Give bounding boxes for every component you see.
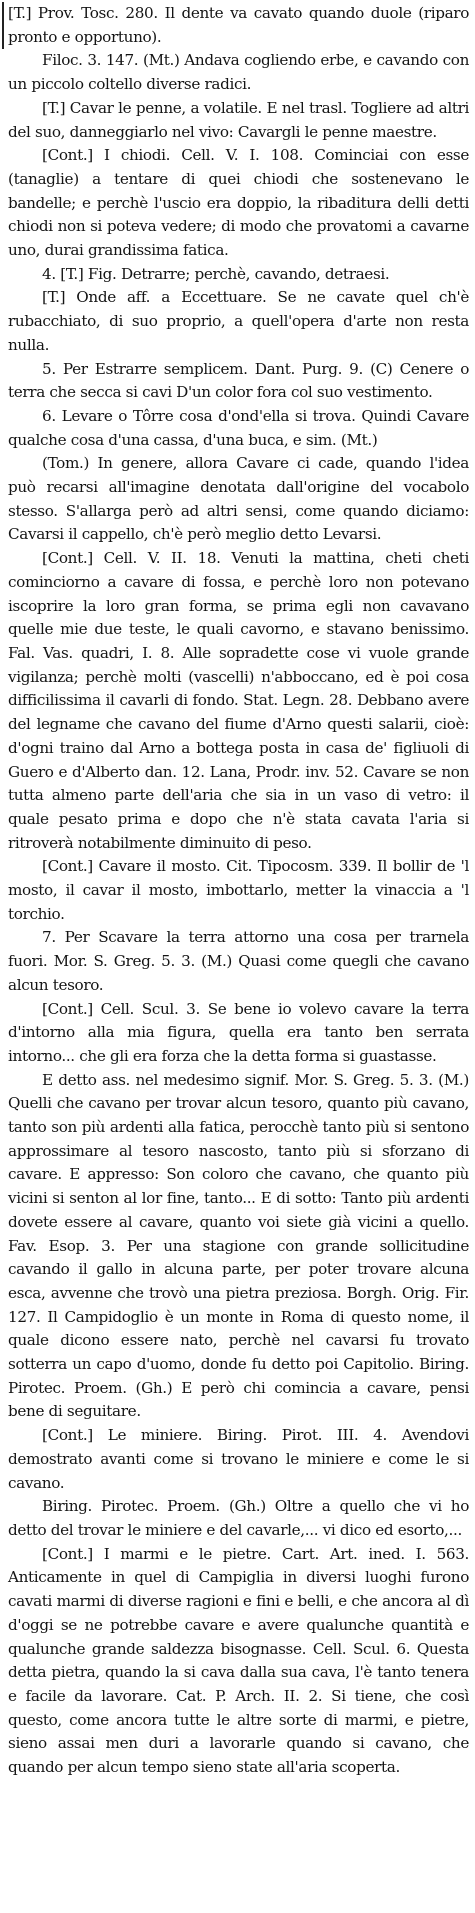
entry-eccettuare: [T.] Onde aff. a Eccettuare. Se ne cavate quel ch'è rubacchiato, di suo proprio, a quell'opera d'arte non resta nulla. — [8, 288, 469, 354]
entry-i-chiodi: [Cont.] I chiodi. Cell. V. I. 108. Cominciai con esse (tanaglie) a tentare di quei chiodi che sostenevano le bandelle; e perchè l'uscio era doppio, la ribaditura delli detti chiodi non si poteva vedere; di modo che provatomi a cavarne uno, durai grandissima fatica. — [8, 146, 469, 260]
sense-6-levare: 6. Levare o Tôrre cosa d'ond'ella si trova. Quindi Cavare qualche cosa d'una cassa, d'una buca, e sim. (Mt.) — [8, 406, 469, 449]
entry-filoc: Filoc. 3. 147. (Mt.) Andava cogliendo erbe, e cavando con un piccolo coltello diverse radici. — [8, 51, 469, 94]
entry-cell-venuti: [Cont.] Cell. V. II. 18. Venuti la mattina, cheti cheti cominciorno a cavare di fossa, e perchè loro non potevano iscoprire la loro gran forma, se prima egli non cavavano quelle mie due teste, le quali cavorno, e stavano benissimo. Fal. Vas. quadri, I. 8. Alle sopradette cose vi vuole grande vigilanza; perchè molti (vascelli) n'abboccano, ed è poi cosa difficilissima il cavarli di fondo. Stat. Legn. 28. Debbano avere del legname che cavano del fiume d'Arno questi salarii, cioè: d'ogni traino dal Arno a bottega posta in casa de' figliuoli di Guero e d'Alberto dan. 12. Lana, Prodr. inv. 52. Cavare se non tutta almeno parte dell'aria che sia in un vaso di vetro: il quale pesato prima e dopo che n'è stata cavata l'aria si ritroverà notabilmente diminuito di peso. — [8, 549, 469, 852]
entry-le-miniere: [Cont.] Le miniere. Biring. Pirot. III. 4. Avendovi demostrato avanti come si trovano le miniere e come le si cavano. — [8, 1426, 469, 1492]
entry-cavare-il-mosto: [Cont.] Cavare il mosto. Cit. Tipocosm. 339. Il bollir de 'l mosto, il cavar il mosto, imbottarlo, metter la vinaccia a 'l torchio. — [8, 857, 469, 923]
sense-4-detrarre: 4. [T.] Fig. Detrarre; perchè, cavando, detraesi. — [42, 264, 390, 283]
entry-tom-in-genere: (Tom.) In genere, allora Cavare ci cade, quando l'idea può recarsi all'imagine denotata dall'origine del vocabolo stesso. S'allarga però ad altri sensi, come quando diciamo: Cavarsi il cappello, ch'è però meglio detto Levarsi. — [8, 454, 469, 544]
entry-detto-ass: E detto ass. nel medesimo signif. Mor. S. Greg. 5. 3. (M.) Quelli che cavano per trovar alcun tesoro, quanto più cavano, tanto son più ardenti alla fatica, perocchè tanto più si sentono approssimare al tesoro nascosto, tanto più si sforzano di cavare. E appresso: Son coloro che cavano, che quanto più vicini si senton al lor fine, tanto... E di sotto: Tanto più ardenti dovete essere al cavare, quanto voi siete già vicini a quello. Fav. Esop. 3. Per una stagione con grande sollicitudine cavando il gallo in alcuna parte, per poter trovare alcuna esca, avvenne che trovò una pietra preziosa. Borgh. Orig. Fir. 127. Il Campidoglio è un monte in Roma di questo nome, il quale dicono essere nato, perchè nel cavarsi fu trovato sotterra un capo d'uomo, donde fu detto poi Capitolio. Biring. Pirotec. Proem. (Gh.) E però chi comincia a cavare, pensi bene di seguitare. — [8, 1070, 469, 1421]
entry-biring-pirotec: Biring. Pirotec. Proem. (Gh.) Oltre a quello che vi ho detto del trovar le miniere e del cavarle,... vi dico ed esorto,... — [8, 1497, 469, 1539]
entry-cell-scul: [Cont.] Cell. Scul. 3. Se bene io volevo cavare la terra d'intorno alla mia figura, quella era tanto ben serrata intorno... che gli era forza che la detta forma si guastasse. — [8, 999, 469, 1065]
sense-5-estrarre: 5. Per Estrarre semplicem. Dant. Purg. 9. (C) Cenere o terra che secca si cavi D'un color fora col suo vestimento. — [8, 359, 469, 402]
entry-prov-tosc: [T.] Prov. Tosc. 280. Il dente va cavato quando duole (riparo pronto e opportuno). — [2, 2, 469, 49]
entry-cavar-le-penne: [T.] Cavar le penne, a volatile. E nel trasl. Togliere ad altri del suo, danneggiarlo nel vivo: Cavargli le penne maestre. — [8, 98, 469, 141]
sense-7-scavare: 7. Per Scavare la terra attorno una cosa per trarnela fuori. Mor. S. Greg. 5. 3. (M.) Quasi come quegli che cavano alcun tesoro. — [8, 928, 469, 994]
entry-i-marmi: [Cont.] I marmi e le pietre. Cart. Art. ined. I. 563. Anticamente in quel di Campiglia in diversi luoghi furono cavati marmi di diverse ragioni e fini e belli, e che ancora al dì d'oggi se ne potrebbe cavare e avere qualunche quantità e qualunche grande saldezza bisognasse. Cell. Scul. 6. Questa detta pietra, quando la si cava dalla sua cava, l'è tanto tenera e facile da lavorare. Cat. P. Arch. II. 2. Si tiene, che così questo, come ancora tutte le altre sorte di marmi, e pietre, sieno assai men duri a lavorarle quando si cavano, che quando per alcun tempo sieno state all'aria scoperta. — [8, 1544, 469, 1777]
